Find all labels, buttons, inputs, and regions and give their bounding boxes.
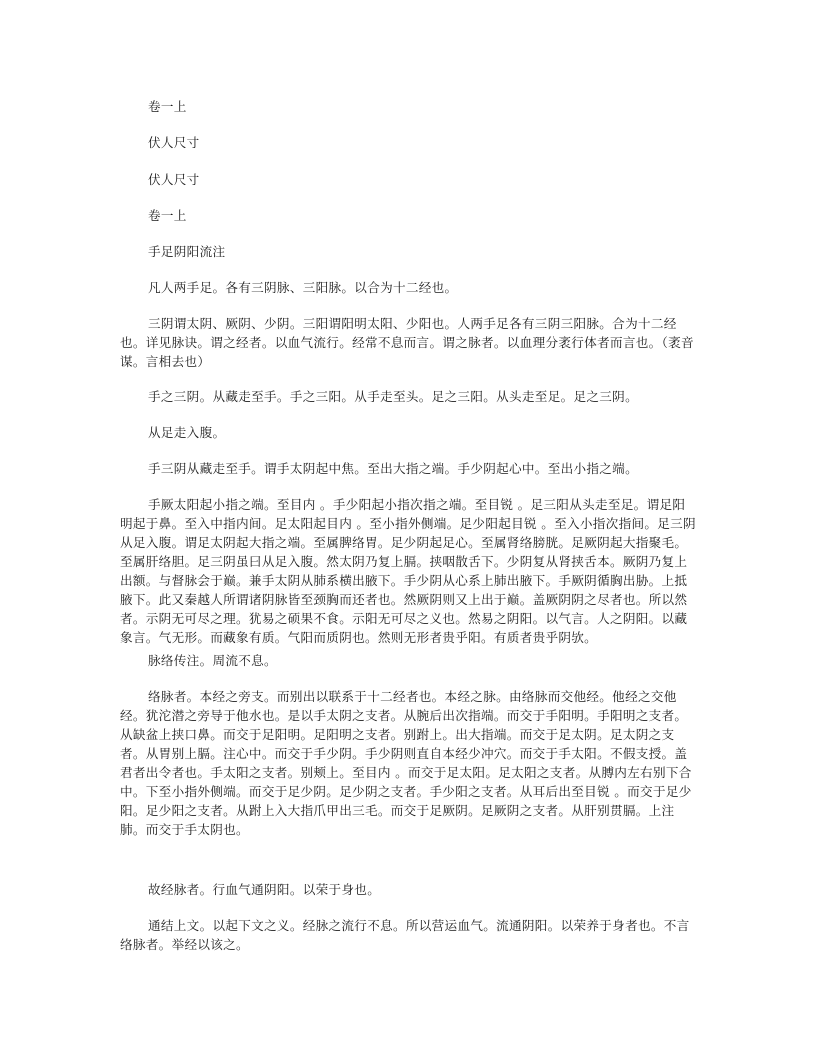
chapter-heading: 手足阴阳流注 — [148, 244, 226, 259]
section-heading: 伏人尺寸 — [148, 135, 200, 150]
body-paragraph: 脉络传注。周流不息。 — [148, 653, 277, 668]
commentary-paragraph: 三阴谓太阴、厥阴、少阴。三阳谓阳明太阳、少阳也。人两手足各有三阴三阳脉。合为十二经也。详见脉诀。谓之经者。以血气流行。经常不息而言。谓之脉者。以血理分袤行体者而言也。（袤音谋。言相去也） — [120, 316, 694, 369]
body-paragraph: 从足走入腹。 — [148, 425, 226, 440]
volume-heading: 卷一上 — [148, 99, 187, 114]
commentary-paragraph: 络脉者。本经之旁支。而别出以联系于十二经者也。本经之脉。由络脉而交他经。他经之交他经。犹沱潜之旁导于他水也。是以手太阴之支者。从腕后出次指端。而交于手阳明。手阳明之支者。从缺盆上挟口鼻。而交于足阳明。足阳明之支者。别跗上。出大指端。而交于足太阴。足太阴之支者。从胃别上膈。注心中。而交于手少阴。手少阴则直自本经少冲穴。而交于手太阳。不假支授。盖君者出令者也。手太阳之支者。别颊上。至目内 。而交于足太阳。足太阳之支者。从膊内左右别下合 中。下至小指外侧端。而交于足少阴。足少阴之支者。手少阳之支者。从耳后出至目锐 。而交于足少阳。足少阳之支者。从跗上入大指爪甲出三毛。而交于足厥阴。足厥阴之支者。从肝别贯膈。上注肺。而交于手太阴也。 — [120, 689, 692, 837]
body-paragraph: 故经脉者。行血气通阴阳。以荣于身也。 — [148, 882, 381, 897]
commentary-paragraph: 手厥太阳起小指之端。至目内 。手少阳起小指次指之端。至目锐 。足三阳从头走至足。谓足阳明起于鼻。至入中指内间。足太阳起目内 。至小指外侧端。足少阳起目锐 。至入小指次指间。足三阴从足入腹。谓足太阴起大指之端。至属脾络胃。足少阴起足心。至属肾络膀胱。足厥阴起大指聚毛。至属肝络胆。足三阴虽曰从足入腹。然太阴乃复上膈。挟咽散舌下。少阴复从肾挟舌本。厥阴乃复上出额。与督脉会于巅。兼手太阴从肺系横出腋下。手少阴从心系上肺出腋下。手厥阴循胸出胁。上抵腋下。此又秦越人所谓诸阴脉皆至颈胸而还者也。然厥阴则又上出于巅。盖厥阴阴之尽者也。所以然者。示阴无可尽之理。犹易之硕果不食。示阳无可尽之义也。然易之阴阳。以气言。人之阴阳。以藏象言。气无形。而藏象有质。气阳而质阴也。然则无形者贵乎阳。有质者贵乎阴欤。 — [120, 497, 696, 645]
volume-heading: 卷一上 — [148, 208, 187, 223]
commentary-paragraph: 手三阴从藏走至手。谓手太阴起中焦。至出大指之端。手少阴起心中。至出小指之端。 — [148, 461, 638, 476]
body-paragraph: 凡人两手足。各有三阴脉、三阳脉。以合为十二经也。 — [148, 280, 458, 295]
commentary-paragraph: 通结上文。以起下文之义。经脉之流行不息。所以营运血气。流通阴阳。以荣养于身者也。不言络脉者。举经以该之。 — [120, 918, 690, 952]
body-paragraph: 手之三阴。从藏走至手。手之三阳。从手走至头。足之三阳。从头走至足。足之三阴。 — [148, 389, 638, 404]
section-heading: 伏人尺寸 — [148, 172, 200, 187]
